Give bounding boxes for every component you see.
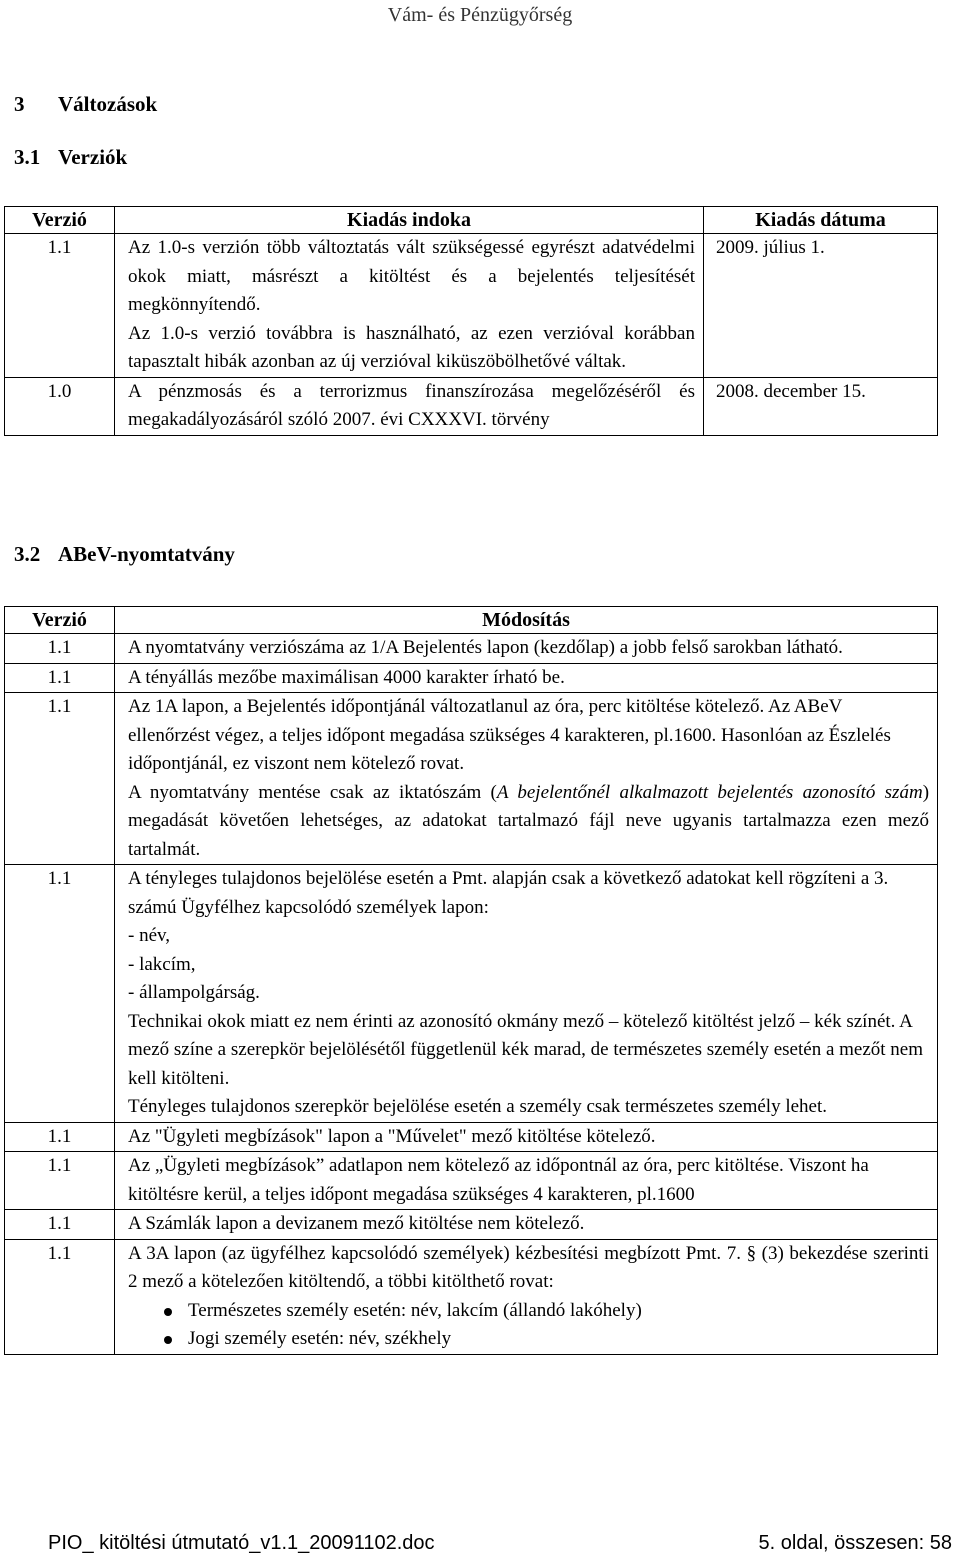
change-cell: Az „Ügyleti megbízások” adatlapon nem kötelező az időpontnál az óra, perc kitöltése. Viszont ha kitöltésre kerül, a teljes időpont megadása szükséges 4 karakteren, pl.1600 (115, 1152, 938, 1210)
table-row (5, 1122, 938, 1152)
reason-paragraph: Az 1.0-s verzió továbbra is használható, az ezen verzióval korábban tapasztalt hibák azonban az új verzióval kiküszöbölhetővé váltak. (128, 322, 695, 372)
section-title: Változások (58, 92, 158, 116)
change-cell (115, 865, 938, 1123)
version-cell: 1.1 (5, 693, 115, 865)
section-number: 3 (14, 92, 25, 116)
change-cell (115, 693, 938, 865)
change-paragraph: Technikai okok miatt ez nem érinti az azonosító okmány mező – kötelező kitöltést jelző – kék színét. A mező színe a szerepkör bejelölésétől függetlenül kék marad, de természetes személy esetén a mezőt nem kell kitölteni. (128, 1010, 924, 1089)
version-cell: 1.1 (5, 1152, 115, 1210)
table-row (5, 377, 938, 435)
reason-cell (115, 377, 704, 435)
table-row (5, 693, 938, 865)
change-paragraph: Tényleges tulajdonos szerepkör bejelölése esetén a személy csak természetes személy lehet. (128, 1096, 828, 1117)
section-3-heading (14, 92, 157, 117)
version-cell: 1.1 (5, 1239, 115, 1354)
bullet-item: Jogi személy esetén: név, székhely (128, 1325, 929, 1354)
list-item: - név, (128, 925, 171, 946)
change-paragraph (128, 779, 929, 865)
reason-paragraph: A pénzmosás és a terrorizmus finanszírozása megelőzéséről és megakadályozásáról szóló 2007. évi CXXXVI. törvény (128, 380, 695, 430)
change-cell: A Számlák lapon a devizanem mező kitöltése nem kötelező. (115, 1210, 938, 1240)
footer-page-number: 5. oldal, összesen: 58 (758, 1532, 952, 1554)
italic-text-run: A bejelentőnél alkalmazott bejelentés azonosító szám (496, 781, 923, 803)
version-cell: 1.1 (5, 663, 115, 693)
table-row (5, 634, 938, 664)
bullet-item: Természetes személy esetén: név, lakcím (állandó lakóhely) (128, 1297, 929, 1326)
reason-cell (115, 234, 704, 378)
version-cell: 1.0 (5, 377, 115, 435)
col-header-reason: Kiadás indoka (115, 207, 704, 234)
changes-table (4, 606, 938, 1355)
date-cell: 2008. december 15. (704, 377, 938, 435)
footer-filename: PIO_ kitöltési útmutató_v1.1_20091102.doc (48, 1532, 435, 1554)
version-cell: 1.1 (5, 1210, 115, 1240)
section-title: Verziók (58, 145, 128, 169)
col-header-version: Verzió (5, 607, 115, 634)
change-cell (115, 1239, 938, 1354)
version-cell: 1.1 (5, 1122, 115, 1152)
table-header-row (5, 207, 938, 234)
change-cell: A tényállás mezőbe maximálisan 4000 karakter írható be. (115, 663, 938, 693)
section-number: 3.1 (14, 145, 41, 169)
reason-paragraph: Az 1.0-s verzión több változtatás vált szükségessé egyrészt adatvédelmi okok miatt, másrészt a kitöltést és a bejelentés teljesítését megkönnyítendő. (128, 237, 695, 315)
col-header-date: Kiadás dátuma (704, 207, 938, 234)
list-item: - állampolgárság. (128, 982, 260, 1003)
change-cell: A nyomtatvány verziószáma az 1/A Bejelentés lapon (kezdőlap) a jobb felső sarokban látható. (115, 634, 938, 664)
section-title: ABeV-nyomtatvány (58, 542, 235, 566)
change-paragraph: A tényleges tulajdonos bejelölése esetén a Pmt. alapján csak a következő adatokat kell rögzíteni a 3. számú Ügyfélhez kapcsolódó személyek lapon: (128, 868, 889, 918)
version-cell: 1.1 (5, 865, 115, 1123)
table-row (5, 1152, 938, 1210)
table-row (5, 234, 938, 378)
table-row (5, 865, 938, 1123)
page-footer (48, 1532, 952, 1555)
change-paragraph: A 3A lapon (az ügyfélhez kapcsolódó személyek) kézbesítési megbízott Pmt. 7. § (3) bekezdése szerinti 2 mező a kötelezően kitöltendő, a többi kitölthető rovat: (128, 1242, 929, 1292)
version-cell: 1.1 (5, 234, 115, 378)
col-header-change: Módosítás (115, 607, 938, 634)
list-item: - lakcím, (128, 953, 196, 975)
section-number: 3.2 (14, 542, 41, 566)
table-row (5, 663, 938, 693)
table-header-row (5, 607, 938, 634)
version-cell: 1.1 (5, 634, 115, 664)
section-3-1-heading (14, 145, 127, 170)
change-paragraph: Az 1A lapon, a Bejelentés időpontjánál változatlanul az óra, perc kitöltése kötelező. Az ABeV ellenőrzést végez, a teljes időpont megadása szükséges 4 karakteren, pl.1600. Hasonlóan az Észlelés időpontjánál, ez viszont nem kötelező rovat. (128, 696, 891, 774)
page-header: Vám- és Pénzügyőrség (387, 4, 573, 26)
text-run: ) megadását követően lehetséges, az adatokat tartalmazó fájl neve ugyanis tartalmazza ezen mező tartalmát. (128, 781, 930, 860)
table-row (5, 1210, 938, 1240)
col-header-version: Verzió (5, 207, 115, 234)
date-cell: 2009. július 1. (704, 234, 938, 378)
table-row (5, 1239, 938, 1354)
versions-table (4, 206, 938, 436)
change-cell: Az "Ügyleti megbízások" lapon a "Művelet" mező kitöltése kötelező. (115, 1122, 938, 1152)
section-3-2-heading (14, 542, 235, 567)
text-run: A nyomtatvány mentése csak az iktatószám ( (128, 781, 497, 803)
